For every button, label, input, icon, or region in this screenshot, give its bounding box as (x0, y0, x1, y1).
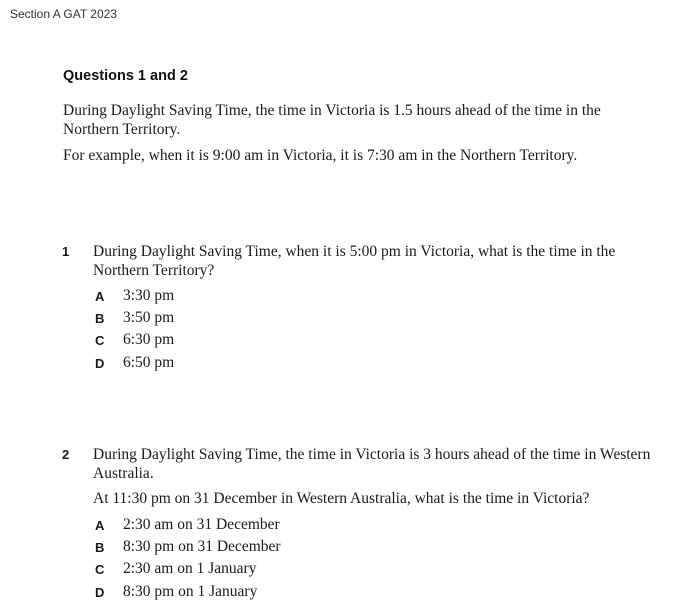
option-text: 8:30 pm on 1 January (123, 583, 258, 600)
option-letter: A (95, 518, 105, 533)
option-text: 2:30 am on 31 December (123, 516, 280, 533)
question-number: 1 (62, 244, 70, 259)
option-letter: A (95, 289, 105, 304)
question-subtext: At 11:30 pm on 31 December in Western Australia, what is the time in Victoria? (93, 490, 590, 507)
question-text: During Daylight Saving Time, the time in Victoria is 3 hours ahead of the time in Western Australia. (93, 446, 651, 482)
question-text: During Daylight Saving Time, when it is 5:00 pm in Victoria, what is the time in the Northern Territory? (93, 243, 616, 279)
option-text: 8:30 pm on 31 December (123, 538, 281, 555)
option-text: 2:30 am on 1 January (123, 560, 257, 577)
option-text: 6:50 pm (123, 354, 175, 371)
option-letter: B (95, 311, 105, 326)
option-text: 3:30 pm (123, 287, 175, 304)
option-letter: C (95, 333, 105, 348)
option-text: 6:30 pm (123, 331, 175, 348)
option-letter: D (95, 585, 105, 600)
option-letter: B (95, 540, 105, 555)
intro-paragraph-2: For example, when it is 9:00 am in Victoria, it is 7:30 am in the Northern Territory. (63, 147, 578, 164)
intro-paragraph-1: During Daylight Saving Time, the time in Victoria is 1.5 hours ahead of the time in the Northern Territory. (63, 102, 601, 138)
question-number: 2 (62, 447, 70, 462)
option-letter: D (95, 356, 105, 371)
section-title: Questions 1 and 2 (63, 68, 188, 84)
option-letter: C (95, 562, 105, 577)
option-text: 3:50 pm (123, 309, 175, 326)
page-header: Section A GAT 2023 (10, 7, 117, 21)
